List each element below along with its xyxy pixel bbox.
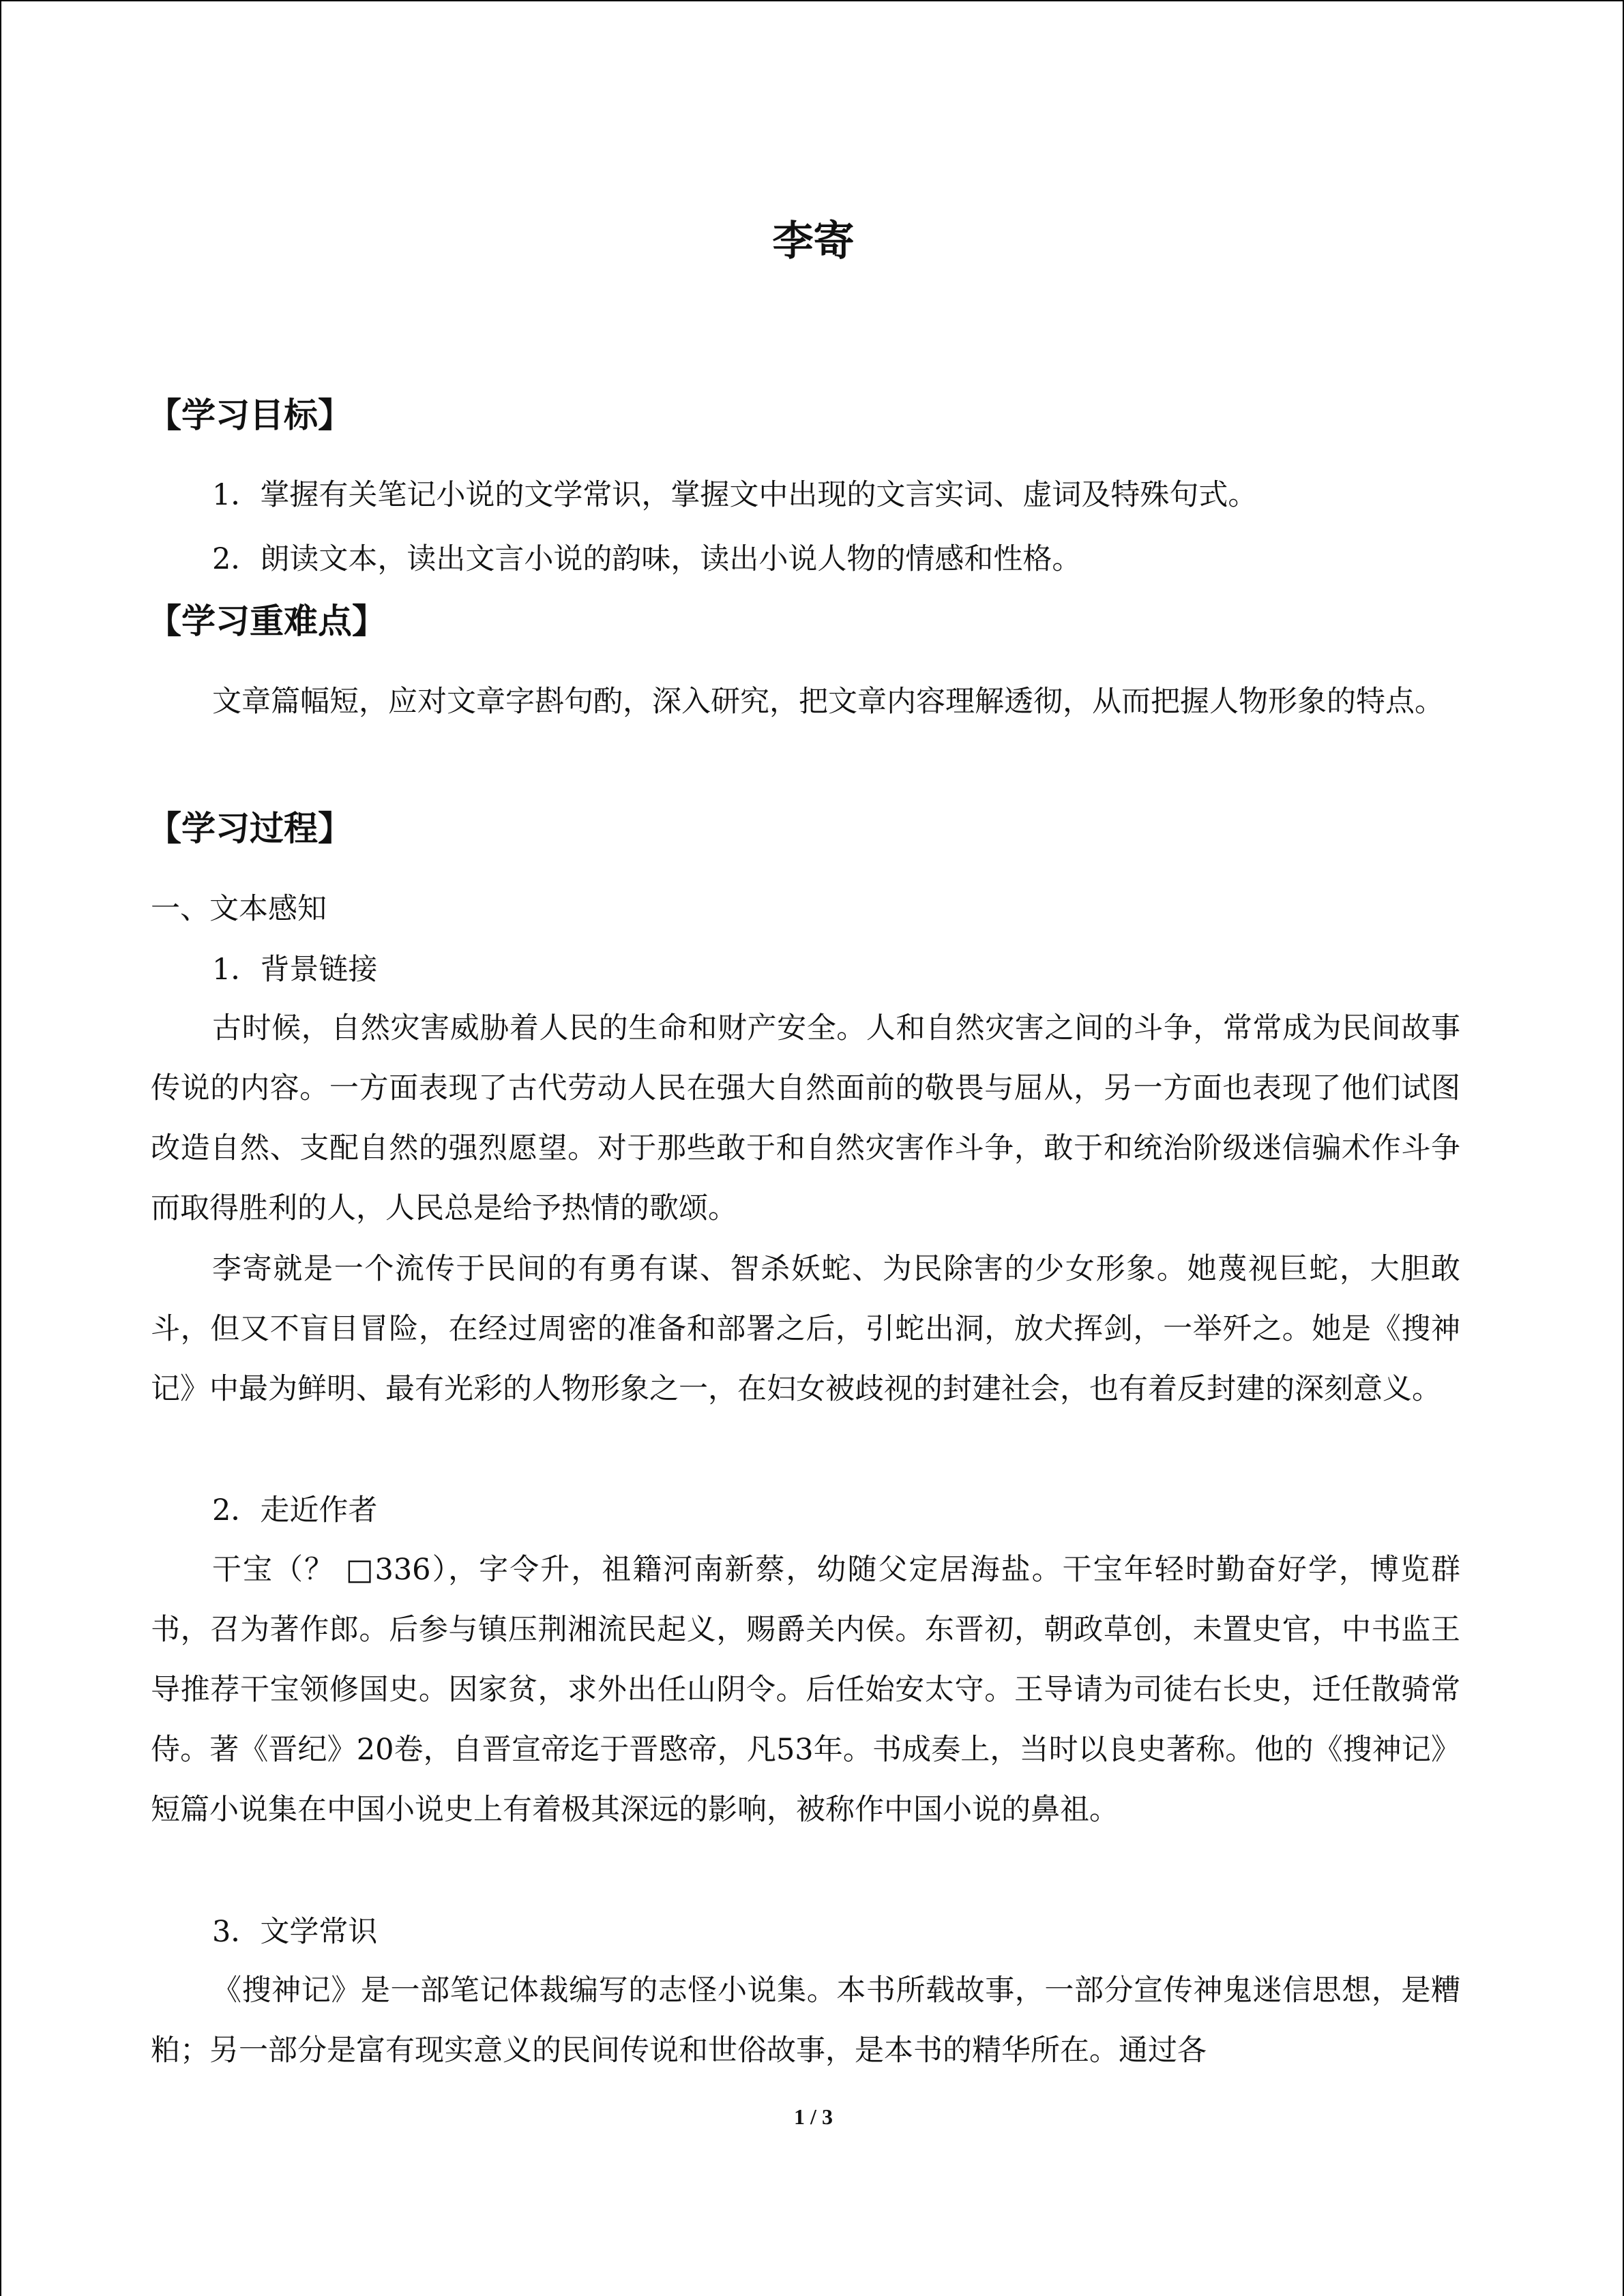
objective-item-2: 2．朗读文本，读出文言小说的韵味，读出小说人物的情感和性格。: [212, 542, 1082, 576]
subheading-author: 2．走近作者: [212, 1493, 378, 1527]
objective-item-1: 1．掌握有关笔记小说的文学常识，掌握文中出现的文言实词、虚词及特殊句式。: [212, 478, 1258, 512]
page-number: 1 / 3: [794, 2104, 833, 2129]
subheading-background: 1．背景链接: [212, 953, 378, 987]
literature-paragraph: 《搜神记》是一部笔记体裁编写的志怪小说集。本书所载故事，一部分宣传神鬼迷信思想，是糟粕；另一部分是富有现实意义的民间传说和世俗故事，是本书的精华所在。通过各: [151, 1973, 1460, 2068]
subheading-literature: 3．文学常识: [212, 1915, 378, 1949]
section-heading-process: 【学习过程】: [147, 809, 352, 848]
page-title: 李寄: [772, 218, 855, 265]
background-paragraph-2: 李寄就是一个流传于民间的有勇有谋、智杀妖蛇、为民除害的少女形象。她蔑视巨蛇，大胆敢斗，但又不盲目冒险，在经过周密的准备和部署之后，引蛇出洞，放犬挥剑，一举歼之。她是《搜神记》中最为鲜明、最有光彩的人物形象之一，在妇女被歧视的封建社会，也有着反封建的深刻意义。: [151, 1252, 1460, 1406]
key-points-paragraph: 文章篇幅短，应对文章字斟句酌，深入研究，把文章内容理解透彻，从而把握人物形象的特点。: [212, 685, 1444, 719]
section-heading-key-points: 【学习重难点】: [147, 601, 386, 641]
author-paragraph: 干宝（？ □336），字令升，祖籍河南新蔡，幼随父定居海盐。干宝年轻时勤奋好学，博览群书，召为著作郎。后参与镇压荆湘流民起义，赐爵关内侯。东晋初，朝政草创，未置史官，中书监王导推荐干宝领修国史。因家贫，求外出任山阴令。后任始安太守。王导请为司徒右长史，迁任散骑常侍。著《晋纪》20卷，自晋宣帝迄于晋愍帝，凡53年。书成奏上，当时以良史著称。他的《搜神记》短篇小说集在中国小说史上有着极其深远的影响，被称作中国小说的鼻祖。: [151, 1553, 1460, 1827]
background-paragraph-1: 古时候，自然灾害威胁着人民的生命和财产安全。人和自然灾害之间的斗争，常常成为民间故事传说的内容。一方面表现了古代劳动人民在强大自然面前的敬畏与屈从，另一方面也表现了他们试图改造自然、支配自然的强烈愿望。对于那些敢于和自然灾害作斗争，敢于和统治阶级迷信骗术作斗争而取得胜利的人，人民总是给予热情的歌颂。: [151, 1011, 1460, 1225]
part-heading-text-perception: 一、文本感知: [151, 892, 327, 926]
section-heading-objectives: 【学习目标】: [147, 396, 352, 435]
